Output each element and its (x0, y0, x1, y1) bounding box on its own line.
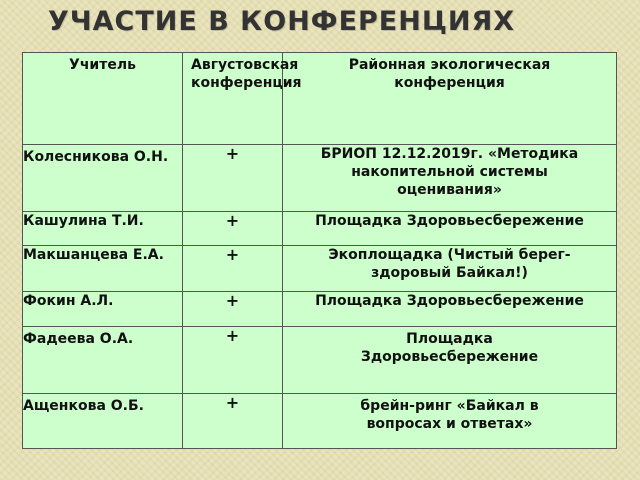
district-participation: Площадка Здоровьесбережение (283, 292, 617, 327)
header-august-conference: Августовская конференция (183, 53, 283, 145)
table-row (23, 212, 617, 246)
table-row (23, 145, 617, 212)
teacher-name: Ащенкова О.Б. (23, 394, 183, 449)
district-participation: брейн-ринг «Байкал в вопросах и ответах» (283, 394, 617, 449)
august-participation: + (183, 327, 283, 394)
table-row (23, 394, 617, 449)
teacher-name: Колесникова О.Н. (23, 145, 183, 212)
august-participation: + (183, 212, 283, 246)
table-row (23, 327, 617, 394)
teacher-name: Макшанцева Е.А. (23, 246, 183, 292)
page-title: УЧАСТИЕ В КОНФЕРЕНЦИЯХ (48, 6, 516, 37)
district-participation: Экоплощадка (Чистый берег- здоровый Байкал!) (283, 246, 617, 292)
august-participation: + (183, 145, 283, 212)
header-teacher: Учитель (23, 53, 183, 145)
august-participation: + (183, 394, 283, 449)
conference-table (22, 52, 617, 449)
header-row (23, 53, 617, 145)
district-participation: БРИОП 12.12.2019г. «Методика накопительной системы оценивания» (283, 145, 617, 212)
table-row (23, 292, 617, 327)
teacher-name: Фокин А.Л. (23, 292, 183, 327)
table-row (23, 246, 617, 292)
teacher-name: Кашулина Т.И. (23, 212, 183, 246)
district-participation: Площадка Здоровьесбережение (283, 212, 617, 246)
teacher-name: Фадеева О.А. (23, 327, 183, 394)
august-participation: + (183, 292, 283, 327)
district-participation: Площадка Здоровьесбережение (283, 327, 617, 394)
header-district-conference: Районная экологическая конференция (283, 53, 617, 145)
august-participation: + (183, 246, 283, 292)
